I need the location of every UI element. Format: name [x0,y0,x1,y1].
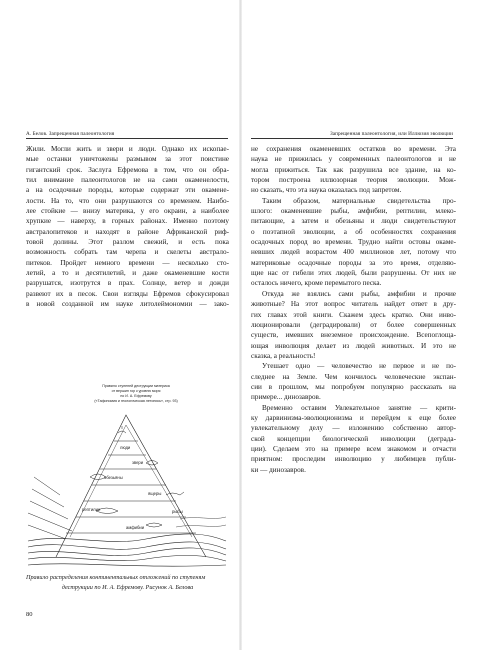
caption-line: Правило распределения континентальных отложений по ступеням [26,574,206,581]
text-line: щие нас от гибели этих людей, были разрушены. От них не [251,269,456,278]
text-line: осталось ничего, кроме перемытого песка. [251,279,382,288]
text-line: наука не прижилась у современных палеонтологов и не [251,155,456,164]
text-line: сказка, а реальность! [251,351,316,360]
text-line: ки — динозавров. [251,465,306,474]
text-line: увлекательному делу — изложению собственно автор- [251,424,456,433]
text-line: но сказать, что эта наука оказалась под запретом. [251,186,402,195]
text-line: ской концепции биологической инволюции (деграда- [251,434,456,443]
text-line: летий, а то и десятилетий, и даже окаменевшие кости [26,269,229,278]
text-line: ции). Сделаем это на примере всем знакомом и отчасти [251,444,456,453]
text-line: гих главах этой книги. Скажем здесь кратко. Они инво- [251,310,456,319]
left-body-text [26,144,229,310]
destruction-diagram [26,384,229,569]
text-line: австралопитеков и находят в районе Африканской риф- [26,227,229,236]
text-line: гигантский срок. Заслуга Ефремова в том, что он обра- [26,165,229,174]
figure-caption [26,573,229,593]
text-line: ющая инволюция делает из людей животных. И это не [251,341,456,350]
text-line: существ, имевших внеземное происхождение. Всепоглоща- [251,331,456,340]
text-line: Откуда же взялись сами рыбы, амфибии и прочие [262,289,456,298]
layer-label: люди [120,445,131,450]
layer-label: рыбы [172,509,183,514]
text-line: питеков. Пройдет немного времени — несколько сто- [26,258,229,267]
text-line [251,403,456,413]
right-page [241,0,480,650]
text-line: мые останки уничтожены размывом за этот поистине [26,155,229,164]
text-line: питающие, а затем и обезьяны и люди свидетельствуют [251,217,456,226]
text-line: разрушатся, изотрутся в прах. Солнце, ветер и дожди [26,279,229,288]
text-fragment: Временно оставим [262,403,327,412]
layer-label: ящеры [148,491,162,496]
text-line: ку дарвинизма-эволюционизма и перейдем к еще более [251,413,456,422]
text-line: могла прижиться. Так как разрушила все здание, на ко- [251,165,456,174]
running-head-left: А. Белов. Запрещенная палеонтология [26,131,228,139]
text-line: приятном: проследим инволюцию у любимцев публи- [251,455,456,464]
figure-title-line: от вершин гор к уровню моря [111,389,161,393]
text-line: люционировали (деградировали) от более совершенных [251,320,456,329]
text-line: осадочных пород во времени. Трудно найти остовы окаме- [251,238,456,247]
text-fragment: Увлекательное занятие — крити- [334,403,456,412]
layer-label: амфибии [126,525,145,530]
text-line: тил внимание палеонтологов не на сами окаменелости, [26,176,229,185]
text-line: следнее на Земле. Чем кончилось человеческие экспан- [251,372,456,381]
layer-label: обезьяны [104,475,123,480]
text-line: Жили. Могли жить и звери и люди. Однако их ископае- [26,145,229,153]
text-line: материковые осадочные породы за это время, отделяю- [251,258,456,267]
text-line: сии в прошлом, мы попробуем популярно рассказать на [251,382,456,391]
text-line: невших людей возрастом 400 миллионов лет, потому что [251,248,456,257]
right-body-text [251,144,456,475]
text-line: Утешает одно — человечество не первое и не по- [262,362,456,371]
mountain-strata-sketch [26,407,229,569]
caption-line: деструкции по И. А. Ефремову. Рисунок А. Белова [61,584,194,591]
text-line: развеют их в песок. Свои взгляды Ефремов сфокусировал [26,289,229,298]
text-line: животные? На этот вопрос читатель найдет ответ в дру- [251,300,456,309]
page-number: 80 [26,611,33,618]
text-line: шлого: окаменевшие рыбы, амфибии, рептилии, млеко- [251,207,456,216]
text-line: примере... динозавров. [251,393,321,402]
text-line: а на осадочные породы, которые содержат эти окамене- [26,186,229,195]
running-head-right: Запрещенная палеонтология, или Иллюзия эволюции [251,131,453,139]
text-line: в новой созданной им науке литолеймономии — зако- [26,300,229,309]
layer-label: рептилии [82,507,101,512]
figure-title-line: по И. А. Ефремову [120,394,152,398]
text-line: тором построена иллюзорная теория эволюции. Мож- [251,176,456,185]
text-line: товой долины. Этот разлом свежий, и есть пока [26,238,229,247]
text-line: хрупкие — наверху, в горных районах. Именно поэтому [26,217,229,226]
text-line: не сохранения окаменевших остатков во времени. Эта [251,145,456,153]
figure-title-line: Правило ступеней деструкции материка [102,384,170,388]
text-line: о поэтапной эволюции, а об особенностях сохранения [251,227,456,236]
layer-label: звери [132,460,144,465]
text-line: Таким образом, материальные свидетельства про- [262,196,456,205]
text-line: лости. На то, что они разрушаются со временем. Наибо- [26,196,229,205]
text-line: лее стойкие — внизу материка, у его окраин, а наиболее [26,207,229,216]
text-line: возможность собрать там черепа и скелеты австрало- [26,248,229,257]
figure-title-line: («Тафономия и геологическая летопись», стр. 93) [94,399,178,403]
